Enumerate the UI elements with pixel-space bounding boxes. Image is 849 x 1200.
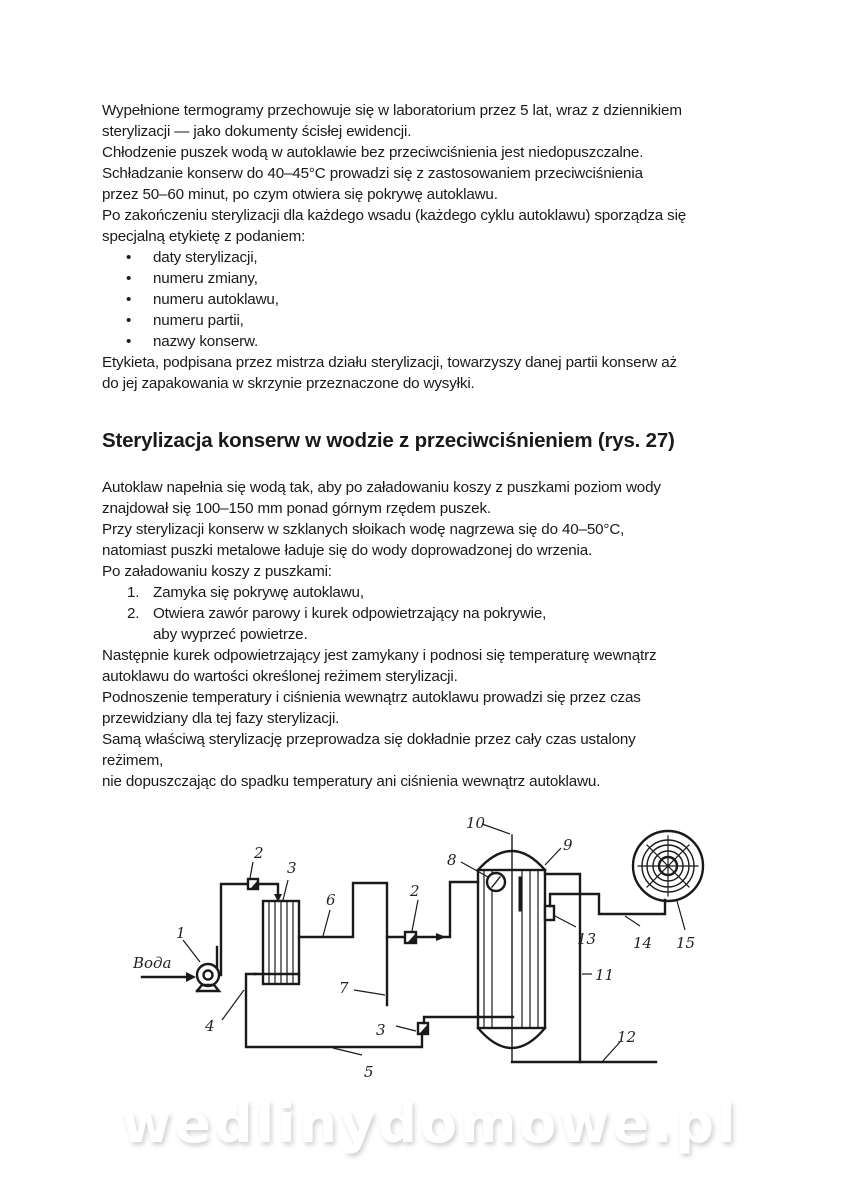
label-10: 10 [466,814,486,832]
label-fields-list [102,247,762,352]
watermark: wedlinydomowe.pl [121,1092,739,1155]
text-line: nie dopuszczając do spadku temperatury ani ciśnienia wewnątrz autoklawu. [102,773,601,790]
text-line: przez 50–60 minut, po czym otwiera się pokrywę autoklawu. [102,186,498,203]
sensor-icon [545,906,554,920]
step-text: Zamyka się pokrywę autoklawu, [153,584,364,601]
label-15: 15 [676,934,696,952]
list-item [102,268,762,289]
text-line: znajdował się 100–150 mm ponad górnym rzędem puszek. [102,500,491,517]
text-line: Autoklaw napełnia się wodą tak, aby po załadowaniu koszy z puszkami poziom wody [102,479,661,496]
intro-paragraph [102,100,762,247]
text-line: Podnoszenie temperatury i ciśnienia wewnątrz autoklawu prowadzi się przez czas [102,689,641,706]
step-text: Otwiera zawór parowy i kurek odpowietrzający na pokrywie, [153,605,547,622]
text-line: Schładzanie konserw do 40–45°C prowadzi się z zastosowaniem przeciwciśnienia [102,165,643,182]
text-line: reżimem, [102,752,164,769]
label-4: 4 [205,1017,215,1035]
label-3: 3 [287,859,297,877]
bullet-icon: • [126,312,132,329]
step-text-continued: aby wyprzeć powietrze. [153,626,308,643]
step-number: 1. [127,584,140,601]
list-item [102,289,762,310]
label-9: 9 [563,836,573,854]
label-11: 11 [595,966,615,984]
label-12: 12 [617,1028,637,1046]
section-heading: Sterylizacja konserw w wodzie z przeciwciśnieniem (rys. 27) [102,429,675,452]
text-line: Samą właściwą sterylizację przeprowadza się dokładnie przez cały czas ustalony [102,731,636,748]
step-number: 2. [127,605,140,622]
label-13: 13 [577,930,597,948]
bullet-icon: • [126,333,132,350]
pipe [424,1017,513,1023]
inlet-arrowhead-icon [186,972,196,982]
inlet-label: Вода [133,954,172,972]
section-paragraph [102,477,762,582]
list-item-text: nazwy konserw. [153,333,259,350]
text-line: autoklawu do wartości określonej reżimem sterylizacji. [102,668,458,685]
diagram-svg [120,810,760,1090]
label-1: 1 [176,924,186,942]
text-line: Chłodzenie puszek wodą w autoklawie bez przeciwciśnienia jest niedopuszczalne. [102,144,644,161]
text-line: sterylizacji — jako dokumenty ścisłej ewidencji. [102,123,412,140]
list-item-text: daty sterylizacji, [153,249,258,266]
label-5: 5 [364,1063,374,1081]
steps-list [102,582,762,645]
text-line: specjalną etykietę z podaniem: [102,228,306,245]
list-item [102,331,762,352]
label-6: 6 [326,891,336,909]
document-page [102,100,762,792]
text-line: natomiast puszki metalowe ładuje się do wody doprowadzonej do wrzenia. [102,542,593,559]
recorder-icon [633,831,703,901]
list-item-text: numeru autoklawu, [153,291,279,308]
closing-paragraph [102,352,762,394]
label-3b: 3 [376,1021,386,1039]
label-14: 14 [633,934,653,952]
text-line: Przy sterylizacji konserw w szklanych słoikach wodę nagrzewa się do 40–50°C, [102,521,625,538]
label-7: 7 [339,979,349,997]
pipe [416,882,478,937]
heat-exchanger-icon [255,901,299,984]
text-line: do jej zapakowania w skrzynie przeznaczone do wysyłki. [102,375,475,392]
step-item [102,603,762,645]
text-line: Następnie kurek odpowietrzający jest zamykany i podnosi się temperaturę wewnątrz [102,647,657,664]
text-line: Etykieta, podpisana przez mistrza działu sterylizacji, towarzyszy danej partii konserw aż [102,354,677,371]
autoclave-vessel-icon [478,835,545,1062]
step-item [102,582,762,603]
text-line: Po zakończeniu sterylizacji dla każdego wsadu (każdego cyklu autoklawu) sporządza się [102,207,687,224]
text-line: przewidziany dla tej fazy sterylizacji. [102,710,340,727]
text-line: Po załadowaniu koszy z puszkami: [102,563,332,580]
section-paragraph-continued [102,645,762,792]
bullet-icon: • [126,270,132,287]
label-2b: 2 [410,882,420,900]
pipe [221,884,248,975]
text-line: Wypełnione termogramy przechowuje się w laboratorium przez 5 lat, wraz z dziennikiem [102,102,682,119]
pump-icon [197,947,219,991]
bullet-icon: • [126,291,132,308]
pipe-14 [550,894,665,914]
label-8: 8 [447,851,457,869]
list-item-text: numeru partii, [153,312,244,329]
autoclave-diagram [120,810,760,1090]
bullet-icon: • [126,249,132,266]
label-2: 2 [254,844,264,862]
list-item [102,247,762,268]
list-item [102,310,762,331]
list-item-text: numeru zmiany, [153,270,258,287]
